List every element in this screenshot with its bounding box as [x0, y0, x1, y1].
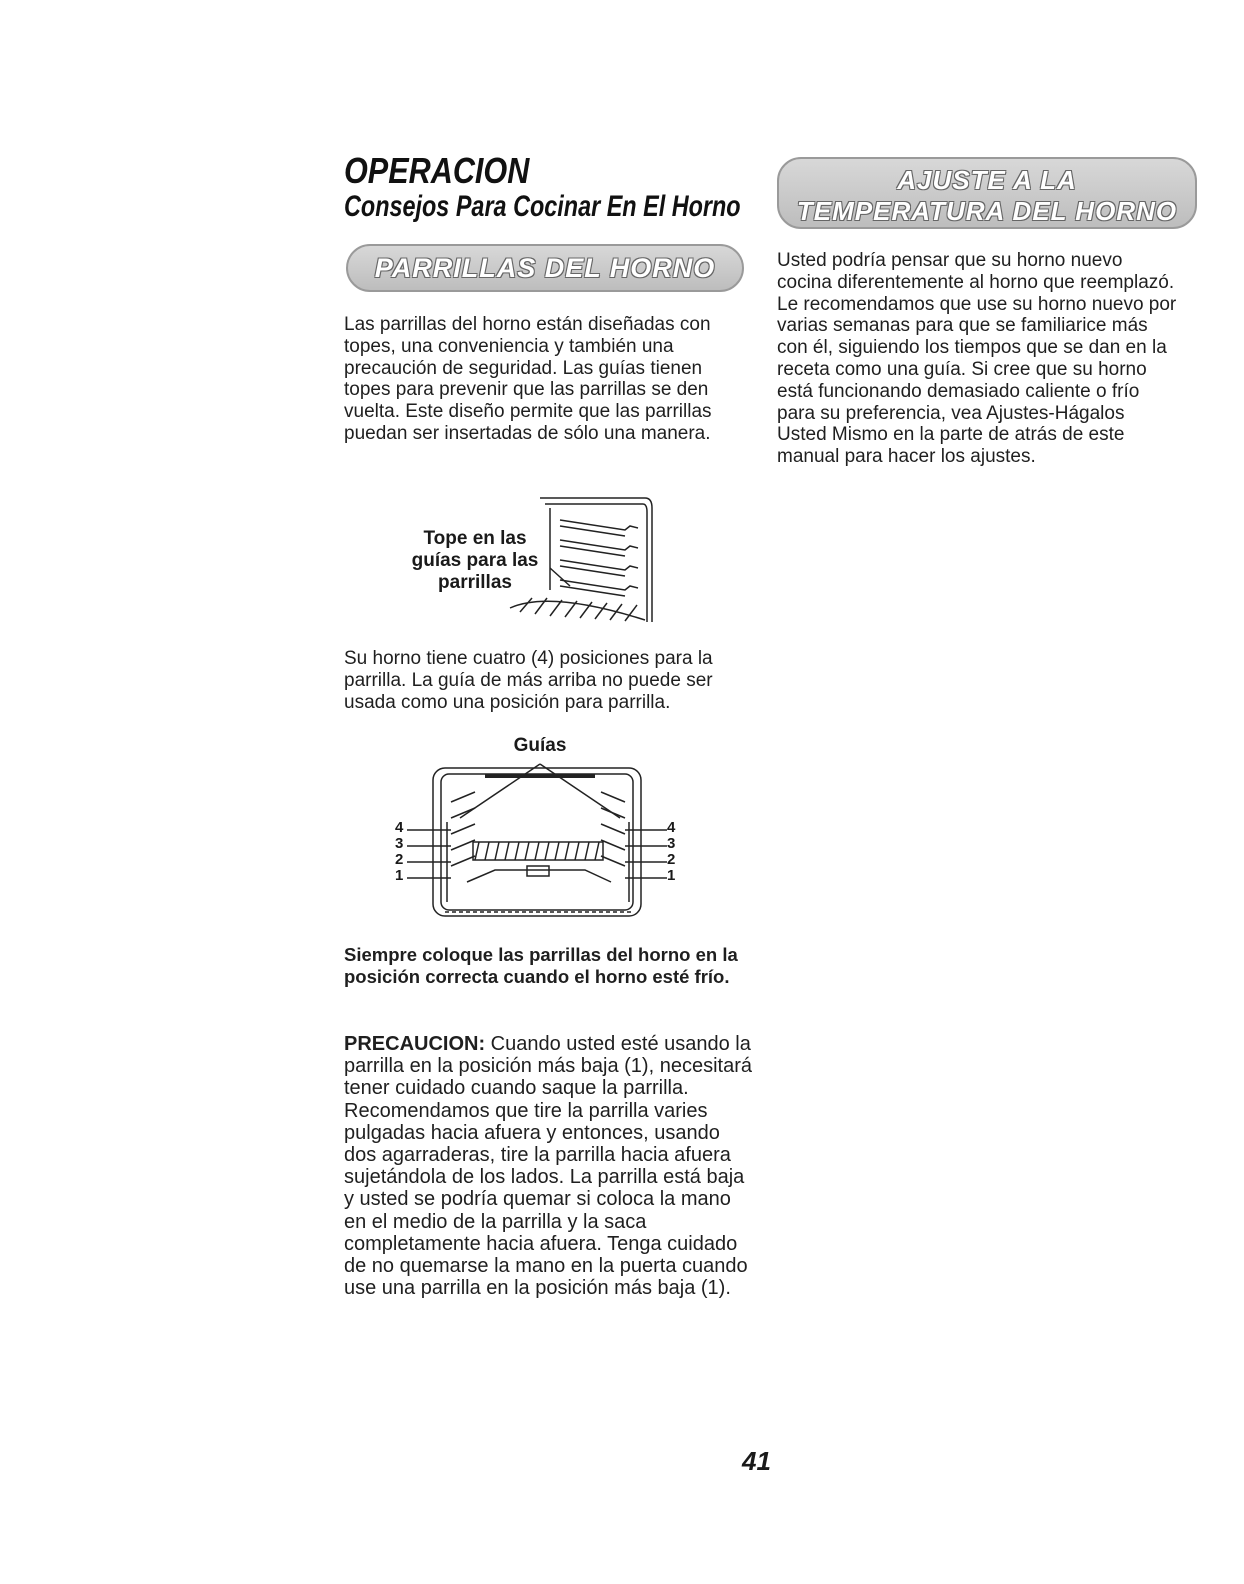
page-number: 41 [742, 1446, 771, 1476]
caution-paragraph [344, 1033, 754, 1299]
oven-guides-drawing [395, 762, 685, 922]
left-rack-number: 2 [395, 851, 404, 868]
positions-paragraph: Su horno tiene cuatro (4) posiciones para la parrilla. La guía de más arriba no puede ser usada como una posición para parrilla. [344, 648, 713, 713]
page-subtitle: Consejos Para Cocinar En El Horno [344, 190, 741, 223]
right-rack-number: 4 [667, 819, 676, 836]
rack-stop-figure [400, 490, 670, 630]
section-heading-parrillas: PARRILLAS DEL HORNO [346, 244, 744, 292]
caution-text: Cuando usted esté usando la parrilla en la posición más baja (1), necesitará tener cuidado cuando saque la parrilla. Recomendamos que tire la parrilla varies pulgadas hacia afuera y entonces, usando dos agarraderas, tire la parrilla hacia afuera sujetándola de los lados. La parrilla está baja y usted se podría quemar si coloca la mano en el medio de la parrilla y la saca completamente hacia afuera. Tenga cuidado de no quemarse la mano en la puerta cuando use una parrilla en la posición más baja (1). [344, 1033, 752, 1300]
left-rack-number: 3 [395, 835, 404, 852]
intro-paragraph: Las parrillas del horno están diseñadas con topes, una conveniencia y también una precaución de seguridad. Las guías tienen topes para prevenir que las parrillas se den vuelta. Este diseño permite que las parrillas puedan ser insertadas de sólo una manera. [344, 314, 712, 444]
section-heading-ajuste [777, 157, 1197, 229]
caution-label: PRECAUCION: [344, 1033, 486, 1055]
left-rack-number: 1 [395, 867, 404, 884]
left-rack-number: 4 [395, 819, 404, 836]
temperature-paragraph: Usted podría pensar que su horno nuevo cocina diferentemente al horno que reemplazó. Le recomendamos que use su horno nuevo por varias semanas para que se familiarice más con él, siguiendo los tiempos que se dan en la receta como una guía. Si cree que su horno está funcionando demasiado caliente o frío para su preferencia, vea Ajustes-Hágalos Usted Mismo en la parte de atrás de este manual para hacer los ajustes. [777, 250, 1177, 468]
page-title: OPERACION [344, 150, 530, 191]
right-rack-number: 3 [667, 835, 676, 852]
section-heading-ajuste-line2: TEMPERATURA DEL HORNO [796, 196, 1178, 226]
section-heading-ajuste-line1: AJUSTE A LA [897, 165, 1077, 195]
figure2-label: Guías [513, 735, 567, 756]
oven-guides-figure [395, 762, 685, 922]
figure1-label-line1: Tope en las [423, 528, 527, 549]
bold-notice: Siempre coloque las parrillas del horno en la posición correcta cuando el horno esté frío. [344, 944, 738, 987]
right-rack-number: 2 [667, 851, 676, 868]
figure1-label-line3: parrillas [438, 572, 512, 593]
figure1-label-line2: guías para las [411, 550, 539, 571]
right-rack-number: 1 [667, 867, 676, 884]
